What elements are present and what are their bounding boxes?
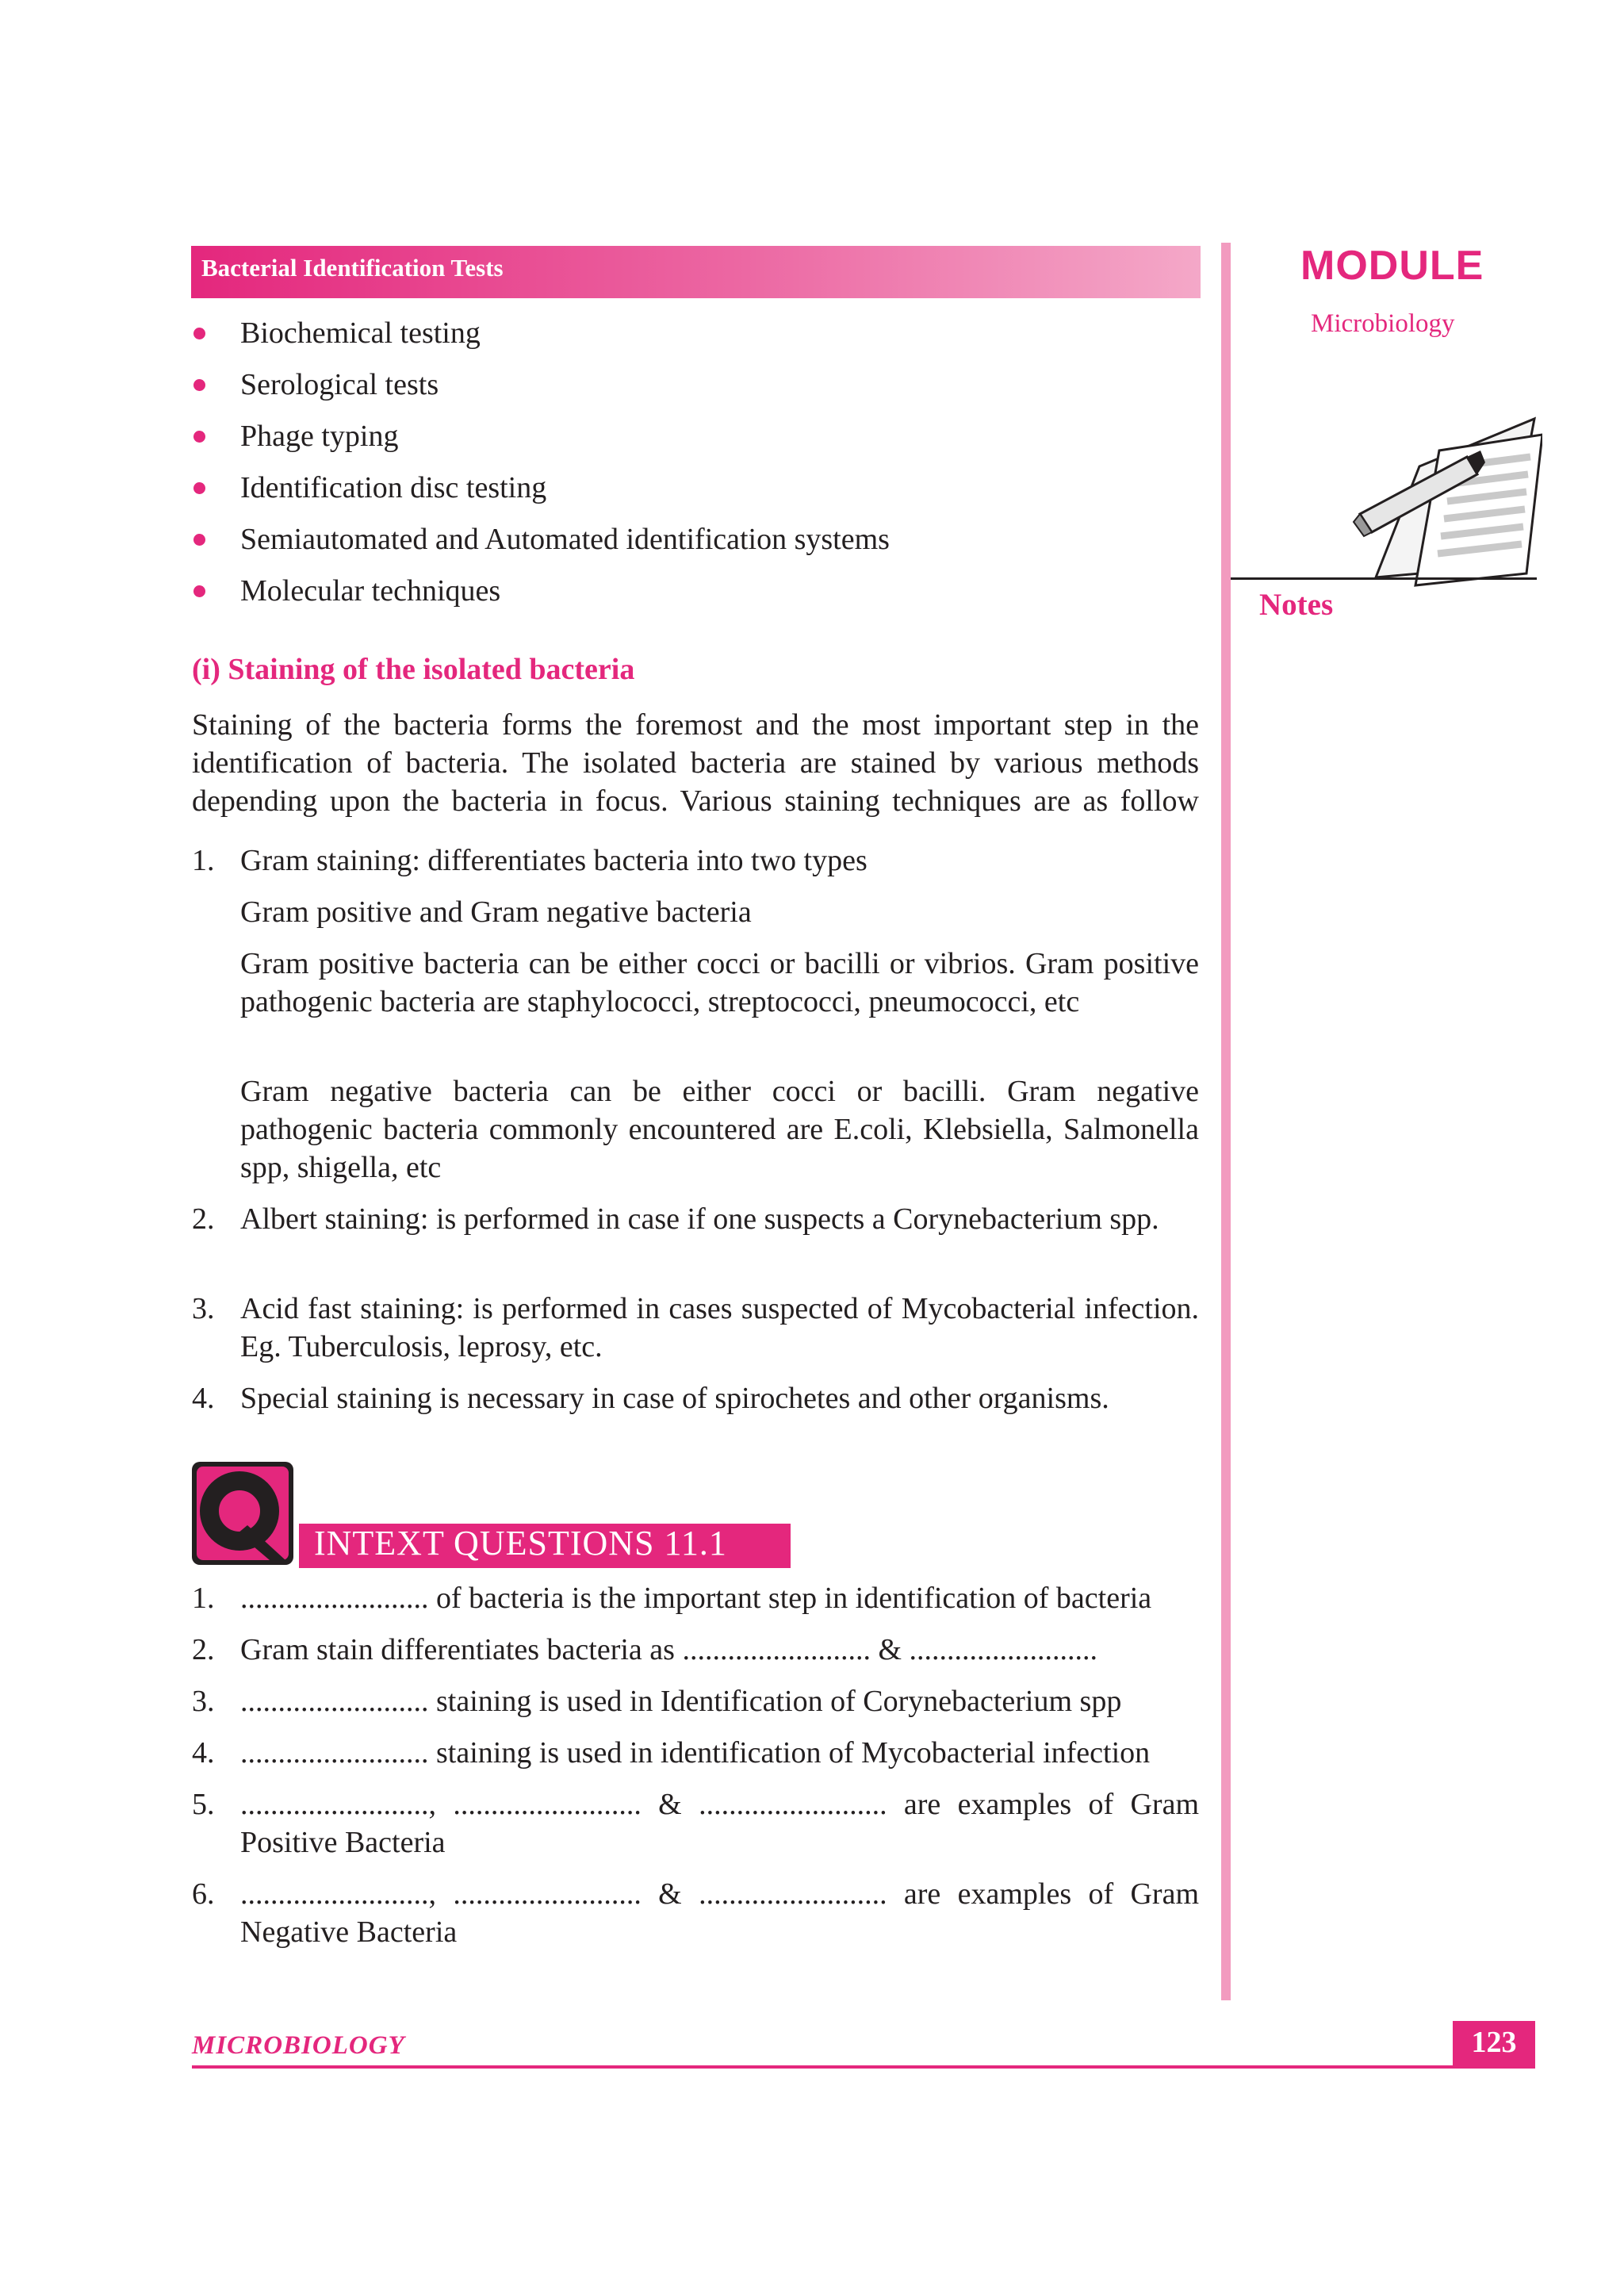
q-icon bbox=[192, 1462, 293, 1565]
question-number: 6. bbox=[192, 1877, 215, 1911]
list-item-text: Acid fast staining: is performed in cases suspected of Mycobacterial infection. Eg. Tuberculosis, leprosy, etc. bbox=[240, 1292, 1199, 1363]
bullet-icon bbox=[193, 585, 205, 597]
question-text: ........................., ......................... & ......................... are examples of Gram Negative Bacteria bbox=[240, 1877, 1199, 1949]
list-number: 1. bbox=[192, 844, 215, 877]
page-number: 123 bbox=[1471, 2026, 1517, 2059]
footer-label: MICROBIOLOGY bbox=[192, 2031, 405, 2060]
paragraph-line: depending upon the bacteria in focus. Various staining techniques are as follow bbox=[192, 784, 1199, 818]
question-number: 3. bbox=[192, 1685, 215, 1718]
question-number: 5. bbox=[192, 1788, 215, 1821]
list-item-text: Albert staining: is performed in case if one suspects a Corynebacterium spp. bbox=[240, 1202, 1159, 1236]
sidebar-rule bbox=[1221, 243, 1231, 2000]
notes-pencil-icon bbox=[1344, 403, 1542, 613]
list-number: 2. bbox=[192, 1202, 215, 1236]
bullet-icon bbox=[193, 482, 205, 494]
module-subtitle: Microbiology bbox=[1311, 309, 1455, 338]
gram-positive-text: Gram positive bacteria can be either cocci or bacilli or vibrios. Gram positive pathogenic bacteria are staphylococci, streptococci, pneumococci, etc bbox=[240, 947, 1199, 1018]
module-title: MODULE bbox=[1300, 243, 1484, 289]
gram-negative-text: Gram negative bacteria can be either cocci or bacilli. Gram negative pathogenic bacteria commonly encountered are E.coli, Klebsiella, Salmonella spp, shigella, etc bbox=[240, 1075, 1199, 1184]
gram-types-text: Gram positive and Gram negative bacteria bbox=[240, 895, 752, 929]
bullet-icon bbox=[193, 534, 205, 546]
question-number: 2. bbox=[192, 1633, 215, 1666]
bullet-icon bbox=[193, 431, 205, 443]
question-text: ......................... staining is used in identification of Mycobacterial infection bbox=[240, 1736, 1151, 1770]
list-item-text: Gram staining: differentiates bacteria into two types bbox=[240, 844, 868, 877]
question-number: 1. bbox=[192, 1582, 215, 1615]
paragraph-line: Staining of the bacteria forms the foremost and the most important step in the bbox=[192, 708, 1199, 742]
list-number: 3. bbox=[192, 1292, 215, 1325]
list-number: 4. bbox=[192, 1382, 215, 1415]
bullet-icon bbox=[193, 379, 205, 391]
header-title: Bacterial Identification Tests bbox=[201, 254, 504, 282]
question-text: Gram stain differentiates bacteria as ......................... & ......................... bbox=[240, 1633, 1097, 1666]
question-number: 4. bbox=[192, 1736, 215, 1770]
notes-label: Notes bbox=[1259, 588, 1334, 622]
list-item-text: Special staining is necessary in case of spirochetes and other organisms. bbox=[240, 1382, 1109, 1415]
paragraph-line: identification of bacteria. The isolated bacteria are stained by various methods bbox=[192, 746, 1199, 780]
question-text: ......................... of bacteria is the important step in identification of bacteria bbox=[240, 1582, 1152, 1615]
question-text: ........................., ......................... & ......................... are examples of Gram Positive Bacteria bbox=[240, 1788, 1199, 1859]
question-text: ......................... staining is used in Identification of Corynebacterium spp bbox=[240, 1685, 1122, 1718]
notes-rule bbox=[1231, 577, 1537, 580]
footer-rule bbox=[192, 2065, 1453, 2069]
intext-title: INTEXT QUESTIONS 11.1 bbox=[314, 1524, 727, 1563]
bullet-icon bbox=[193, 328, 205, 339]
section-heading: (i) Staining of the isolated bacteria bbox=[192, 653, 635, 686]
